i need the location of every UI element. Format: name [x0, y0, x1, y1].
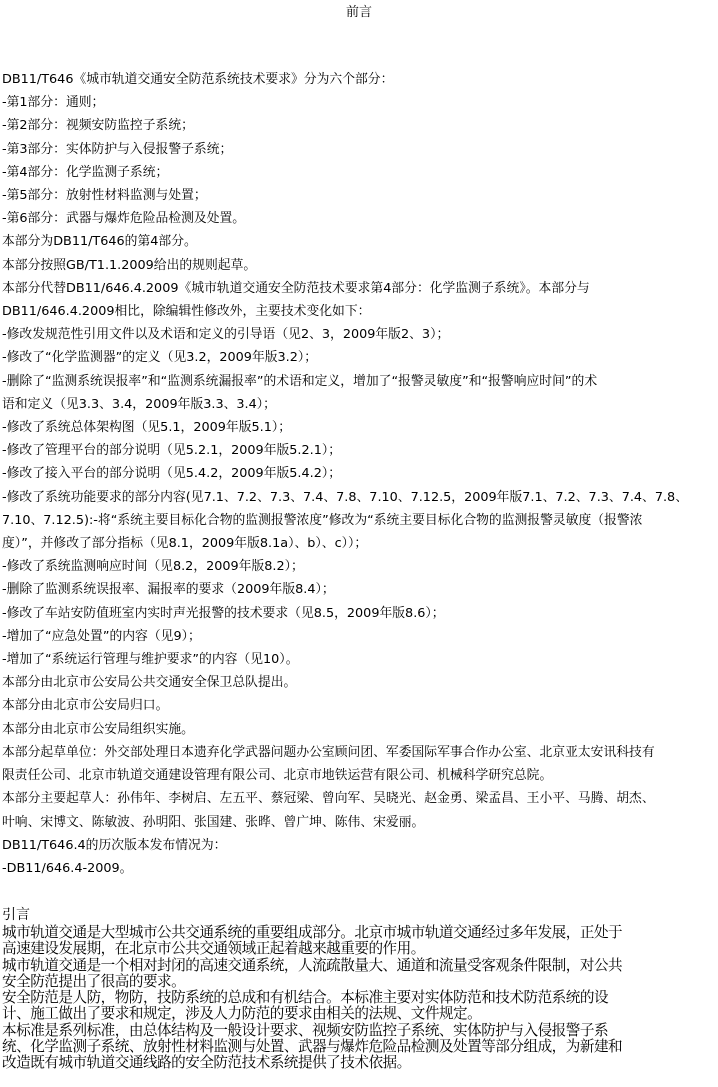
foreword-paragraph: -修改了系统监测响应时间（见8.2，2009年版8.2）；: [2, 559, 304, 575]
foreword-paragraph: 本部分起草单位：外交部处理日本遗弃化学武器问题办公室顾问团、军委国际军事合作办公室、北京亚太安讯科技有 限责任公司、北京市轨道交通建设管理有限公司、北京市地铁运营有限公司、机械科学研究总院。: [2, 744, 655, 784]
foreword-paragraph: DB11/T646《城市轨道交通安全防范系统技术要求》分为六个部分：: [2, 72, 394, 87]
introduction-paragraph: 本标准是系列标准，由总体结构及一般设计要求、视频安防监控子系统、实体防护与入侵报警子系 统、化学监测子系统、放射性材料监测与处置、武器与爆炸危险品检测及处置等部分组成，为新建和 改造既有城市轨道交通线路的安全防范技术系统提供了技术依据。: [2, 1021, 623, 1072]
foreword-paragraph: -第5部分：放射性材料监测与处置；: [2, 188, 207, 204]
foreword-paragraph: -DB11/646.4-2009。: [2, 860, 133, 876]
foreword-paragraph: 本部分按照GB/T1.1.2009给出的规则起草。: [2, 257, 257, 273]
foreword-title: 前言: [345, 5, 372, 20]
foreword-paragraph: 本部分为DB11/T646的第4部分。: [2, 234, 197, 250]
foreword-paragraph: -第2部分：视频安防监控子系统；: [2, 118, 194, 134]
foreword-paragraph: -删除了监测系统误报率、漏报率的要求（2009年版8.4）；: [2, 582, 335, 598]
foreword-paragraph: 本部分由北京市公安局组织实施。: [2, 721, 194, 737]
foreword-paragraph: 本部分代替DB11/646.4.2009《城市轨道交通安全防范技术要求第4部分：化学监测子系统》。本部分与 DB11/646.4.2009相比，除编辑性修改外，主要技术变化如下：: [2, 280, 590, 320]
foreword-paragraph: -增加了“应急处置”的内容（见9）；: [2, 628, 201, 644]
foreword-body: [2, 68, 716, 880]
foreword-paragraph: DB11/T646.4的历次版本发布情况为：: [2, 837, 227, 853]
foreword-paragraph: -第3部分：实体防护与入侵报警子系统；: [2, 141, 233, 157]
foreword-paragraph: -修改了系统功能要求的部分内容(见7.1、7.2、7.3、7.4、7.8、7.10、7.12.5，2009年版7.1、7.2、7.3、7.4、7.8、 7.10、7.12.5):-将“系统主要目标化合物的监测报警浓度”修改为“系统主要目标化合物的监测报警灵敏度（报警浓 度）”，并修改了部分指标（见8.1，2009年版8.1a）、b）、c））；: [2, 489, 688, 552]
foreword-paragraph: -修改了管理平台的部分说明（见5.2.1，2009年版5.2.1）；: [2, 443, 342, 459]
foreword-paragraph: -增加了“系统运行管理与维护要求”的内容（见10）。: [2, 652, 299, 668]
introduction-title: 引言: [2, 907, 30, 923]
introduction-paragraph: 城市轨道交通是一个相对封闭的高速交通系统，人流疏散量大、通道和流量受客观条件限制，对公共 安全防范提出了很高的要求。: [2, 956, 623, 990]
foreword-paragraph: -第6部分：武器与爆炸危险品检测及处置。: [2, 211, 246, 227]
foreword-paragraph: -修改了“化学监测器”的定义（见3.2，2009年版3.2）；: [2, 350, 318, 366]
introduction-paragraph: 安全防范是人防，物防，技防系统的总成和有机结合。本标准主要对实体防范和技术防范系统的设 计、施工做出了要求和规定，涉及人力防范的要求由相关的法规、文件规定。: [2, 989, 609, 1023]
foreword-paragraph: -修改了系统总体架构图（见5.1，2009年版5.1）；: [2, 420, 292, 436]
foreword-paragraph: -删除了“监测系统误报率”和“监测系统漏报率”的术语和定义，增加了“报警灵敏度”和“报警响应时间”的术 语和定义（见3.3、3.4，2009年版3.3、3.4）；: [2, 373, 598, 412]
foreword-paragraph: -第1部分：通则；: [2, 95, 105, 111]
foreword-paragraph: -第4部分：化学监测子系统；: [2, 164, 169, 180]
foreword-paragraph: 本部分主要起草人：孙伟年、李树启、左五平、蔡冠梁、曾向军、吴晓光、赵金勇、梁孟昌、王小平、马腾、胡杰、 叶响、宋博文、陈敏波、孙明阳、张国建、张晔、曾广坤、陈伟、宋爱丽。: [2, 791, 655, 830]
foreword-paragraph: 本部分由北京市公安局公共交通安全保卫总队提出。: [2, 675, 297, 691]
foreword-paragraph: 本部分由北京市公安局归口。: [2, 698, 169, 714]
foreword-paragraph: -修改发规范性引用文件以及术语和定义的引导语（见2、3，2009年版2、3）；: [2, 327, 450, 343]
foreword-paragraph: -修改了车站安防值班室内实时声光报警的技术要求（见8.5，2009年版8.6）；: [2, 605, 445, 621]
foreword-paragraph: -修改了接入平台的部分说明（见5.4.2，2009年版5.4.2）；: [2, 466, 342, 482]
introduction-body: [2, 925, 714, 1072]
introduction-paragraph: 城市轨道交通是大型城市公共交通系统的重要组成部分。北京市城市轨道交通经过多年发展，正处于 高速建设发展期，在北京市公共交通领域正起着越来越重要的作用。: [2, 924, 623, 958]
